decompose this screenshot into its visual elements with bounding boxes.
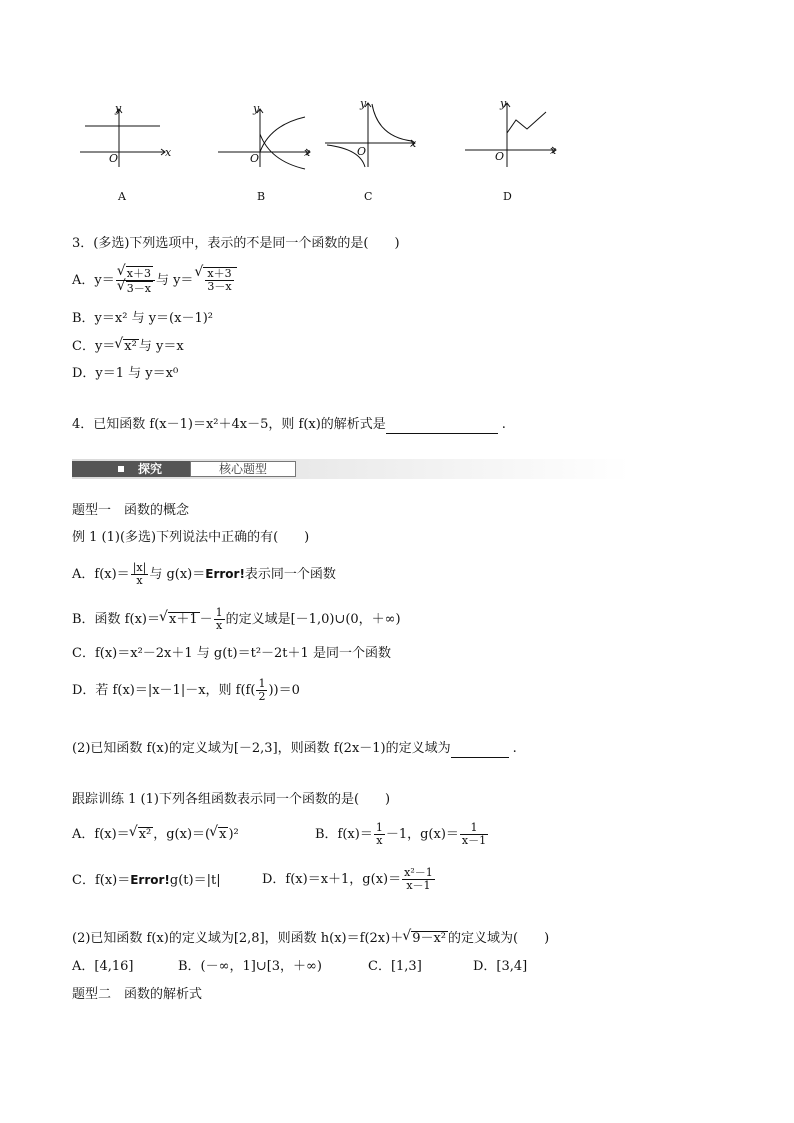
track-part2-stem: (2)已知函数 f(x)的定义域为[2,8]，则函数 h(x)＝f(2x)＋√ 9－x² 的定义域为( ) (72, 930, 549, 948)
track-part2-option-d: D．[3,4] (473, 959, 528, 974)
answer-blank[interactable] (386, 419, 498, 434)
q3-option-b: B．y＝x² 与 y＝(x－1)² (72, 311, 214, 326)
type1-title: 题型一 函数的概念 (72, 503, 190, 518)
axis-y-label: y (253, 102, 260, 115)
q3-option-c: C．y＝√ x² 与 y＝x (72, 338, 184, 356)
axis-x-label: x (165, 146, 172, 159)
ex1-option-a: A．f(x)＝ $\frac{|x|}{x}$ 与 g(x)＝Error!表示同一个函数 (72, 561, 336, 587)
fraction: √ x＋3 √ 3－x (116, 266, 155, 295)
graph-d-label: D (503, 190, 512, 203)
graph-a-label: A (118, 190, 126, 203)
origin-label: O (250, 152, 260, 165)
axis-y-label: y (360, 97, 367, 110)
ex1-option-b: B．函数 f(x)＝√ x＋1 － $\frac{1}{x}$ 的定义域是[－1,0)∪(0，＋∞) (72, 607, 401, 632)
fraction: $\frac{1}{x}$ (215, 606, 223, 632)
q3-stem: 3．(多选)下列选项中，表示的不是同一个函数的是( ) (72, 236, 400, 251)
fraction: $\frac{1}{x}$ (375, 821, 383, 847)
axis-y-label: y (115, 102, 122, 115)
axis-x-label: x (304, 146, 311, 159)
fraction: $\frac{1}{2}$ (258, 677, 266, 703)
origin-label: O (109, 152, 119, 165)
track-part2-option-b: B．(－∞，1]∪[3，＋∞) (178, 959, 322, 974)
track-option-d: D．f(x)＝x＋1，g(x)＝ $\frac{\text{x²－1}}{x-1}$ (262, 866, 433, 892)
fraction: $\frac{|x|}{x}$ (132, 561, 147, 587)
track-option-b: B．f(x)＝ $\frac{1}{x}$ －1，g(x)＝ $\frac{1}{x-1}$ (315, 821, 487, 847)
ex1-option-d: D．若 f(x)＝|x－1|－x，则 f(f( $\frac{1}{2}$ ))＝0 (72, 677, 300, 703)
q4-stem: 4．已知函数 f(x－1)＝x²＋4x－5，则 f(x)的解析式是 . (72, 417, 506, 432)
track-training-stem: 跟踪训练 1 (1)下列各组函数表示同一个函数的是( ) (72, 792, 391, 807)
fraction: √ $\frac{x+3}{3-x}$ (207, 267, 232, 293)
origin-label: O (495, 150, 505, 163)
answer-blank[interactable] (451, 743, 509, 758)
axis-y-label: y (500, 97, 507, 110)
q3-option-a: A．y＝ √ x＋3 √ 3－x 与 y＝ √ $\frac{x+3}{3-x}$ (72, 266, 237, 295)
track-option-a: A．f(x)＝√ x² ，g(x)＝(√ x )² (72, 826, 239, 844)
ex1-option-c: C．f(x)＝x²－2x＋1 与 g(t)＝t²－2t＋1 是同一个函数 (72, 646, 391, 661)
graph-b-label: B (257, 190, 266, 203)
example1-stem: 例 1 (1)(多选)下列说法中正确的有( ) (72, 530, 310, 545)
fraction: $\frac{\text{x²－1}}{x-1}$ (404, 866, 433, 892)
graph-c-label: C (364, 190, 373, 203)
type2-title: 题型二 函数的解析式 (72, 987, 203, 1002)
q3-option-d: D．y＝1 与 y＝x⁰ (72, 366, 179, 381)
example1-part2: (2)已知函数 f(x)的定义域为[－2,3]，则函数 f(2x－1)的定义域为 . (72, 741, 517, 756)
axis-x-label: x (410, 137, 417, 150)
square-icon (118, 466, 124, 472)
fraction: $\frac{1}{x-1}$ (461, 821, 487, 847)
banner-tab-explore: 探究 (72, 461, 190, 477)
banner-tab-core: 核心题型 (190, 461, 296, 477)
track-part2-option-c: C．[1,3] (368, 959, 422, 974)
axis-x-label: x (550, 144, 557, 157)
track-option-c: C．f(x)＝Error!g(t)＝|t| (72, 873, 221, 888)
track-part2-option-a: A．[4,16] (72, 959, 134, 974)
origin-label: O (357, 145, 367, 158)
